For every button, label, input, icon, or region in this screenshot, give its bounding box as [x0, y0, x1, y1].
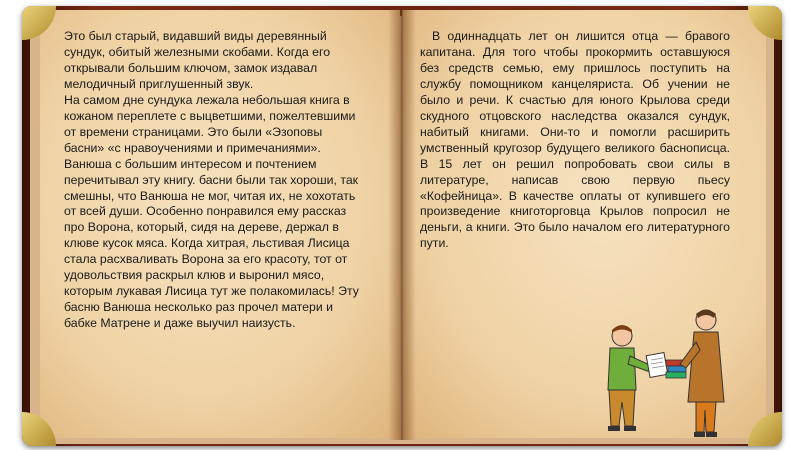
right-paragraph: В одиннадцать лет он лишится отца — бравого капитана. Для того чтобы прокормить оставшуюся без средств семью, ему пришлось поступить на службу помощником канцеляриста. Об учении не было и речи. К счастью для юного Крылова среди скудного отцовского наследства оказался сундук, набитый книгами. Они-то и помогли расширить умственный кругозор будущего великого баснописца. В 15 лет он решил попробовать свои силы в литературе, написав свою первую пьесу «Кофейница». В качестве оплаты от купившего его произведение книготорговца Крылов попросил не деньги, а книги. Это было началом его литературного пути.: [420, 29, 730, 251]
book-in-hand: [646, 353, 668, 378]
book-spine: [388, 10, 416, 440]
left-paragraph: На самом дне сундука лежала небольшая книга в кожаном переплете с выцветшими, пожелтевшими от времени страницами. Это были «Эзоповы басни» «с нравоучениями и примечаниями». Ванюша с большим интересом и почтением перечитывал эту книгу. басни были так хороши, так смешны, что Ванюша не мог, читая их, не хохотать от всей души. Особенно понравился ему рассказ про Ворона, который, сидя на дереве, держал в клюве кусок мяса. Когда хитрая, льстивая Лисица стала расхваливать Ворона за его красоту, тот от удовольствия раскрыл клюв и выронил мясо, которым лукавая Лисица тут же полакомилась! Эту басню Ванюша несколько раз прочел матери и бабке Матрене и даже выучил наизусть.: [64, 92, 359, 331]
left-page-text: [64, 29, 360, 332]
illustration-boy-and-bookseller: [600, 306, 730, 440]
boy-pants: [609, 390, 635, 426]
bookseller-coat: [688, 332, 724, 402]
bookseller-pants: [696, 402, 716, 432]
right-page-text: [420, 29, 730, 252]
boy-figure: [608, 325, 652, 431]
boy-shirt: [608, 348, 636, 390]
left-paragraph: Это был старый, видавший виды деревянный сундук, обитый железными скобами. Когда его открывали большим ключом, замок издавал мелодичный приглушенный звук.: [64, 29, 331, 91]
bookseller-figure: [680, 310, 724, 437]
